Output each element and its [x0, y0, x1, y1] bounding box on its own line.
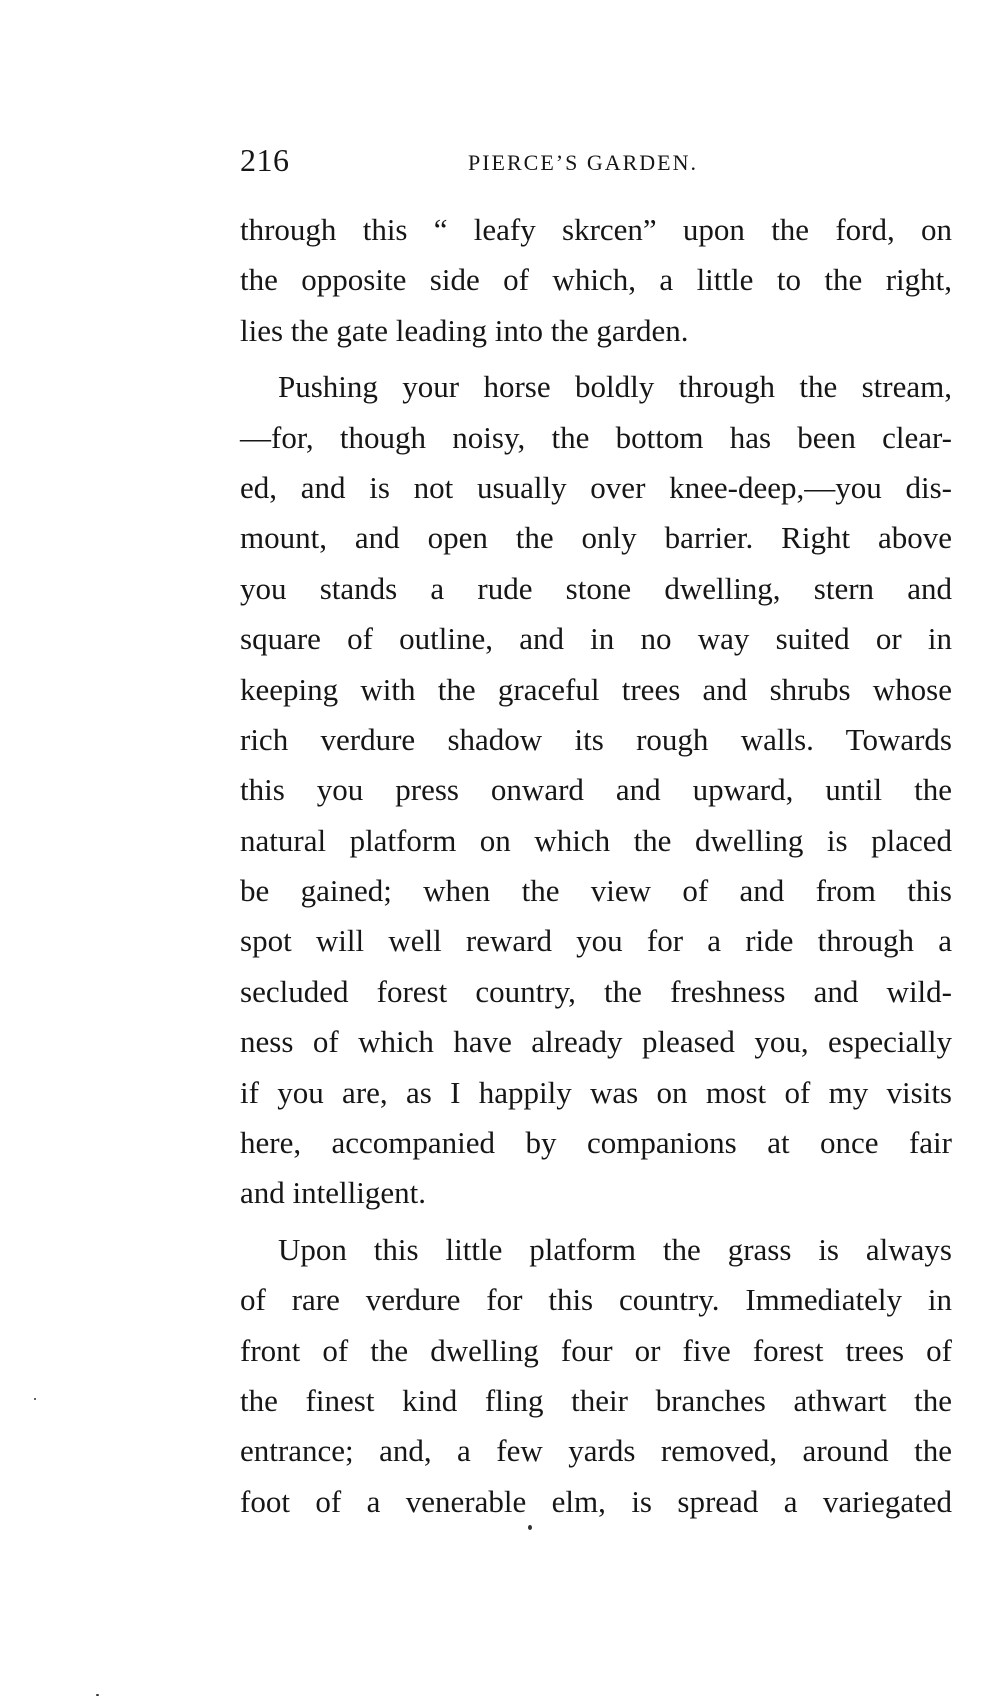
scan-speck: [34, 1398, 36, 1400]
text-line: you stands a rude stone dwelling, stern and: [240, 570, 952, 606]
text-line: foot of a venerable elm, is spread a variegated: [240, 1483, 952, 1519]
text-line: ed, and is not usually over knee-deep,—you dis-: [240, 469, 952, 505]
text-line: mount, and open the only barrier. Right above: [240, 520, 952, 556]
paragraph: [240, 1225, 952, 1527]
text-line: through this “ leafy skrcen” upon the ford, on: [240, 212, 952, 247]
text-line: Pushing your horse boldly through the stream,: [278, 369, 952, 405]
paragraph: [240, 205, 952, 356]
text-line: of rare verdure for this country. Immediately in: [240, 1282, 952, 1318]
text-line: rich verdure shadow its rough walls. Towards: [240, 721, 952, 757]
paragraph: [240, 362, 952, 1219]
running-head: [240, 142, 952, 182]
text-line: —for, though noisy, the bottom has been clear-: [240, 419, 952, 455]
text-line: the finest kind fling their branches athwart the: [240, 1382, 952, 1418]
scan-speck: [96, 1694, 99, 1696]
text-line: be gained; when the view of and from this: [240, 873, 952, 909]
text-line: if you are, as I happily was on most of my visits: [240, 1074, 952, 1110]
body-text: [240, 205, 952, 1527]
text-line: this you press onward and upward, until the: [240, 772, 952, 808]
text-line: Upon this little platform the grass is always: [278, 1231, 952, 1267]
text-line: front of the dwelling four or five forest trees of: [240, 1332, 952, 1368]
text-line: secluded forest country, the freshness and wild-: [240, 973, 952, 1009]
text-line: spot will well reward you for a ride through a: [240, 923, 952, 959]
text-line: ness of which have already pleased you, especially: [240, 1024, 952, 1060]
text-line: keeping with the graceful trees and shrubs whose: [240, 671, 952, 707]
text-line: square of outline, and in no way suited or in: [240, 621, 952, 657]
text-line: natural platform on which the dwelling is placed: [240, 822, 952, 858]
scan-speck: [528, 1525, 532, 1530]
text-line: lies the gate leading into the garden.: [240, 312, 689, 348]
text-line: here, accompanied by companions at once fair: [240, 1125, 952, 1161]
text-line: and intelligent.: [240, 1175, 426, 1211]
text-line: entrance; and, a few yards removed, around the: [240, 1433, 952, 1469]
page-number: 216: [240, 142, 290, 178]
running-title: PIERCE’S GARDEN.: [468, 150, 699, 175]
text-line: the opposite side of which, a little to the right,: [240, 262, 952, 298]
